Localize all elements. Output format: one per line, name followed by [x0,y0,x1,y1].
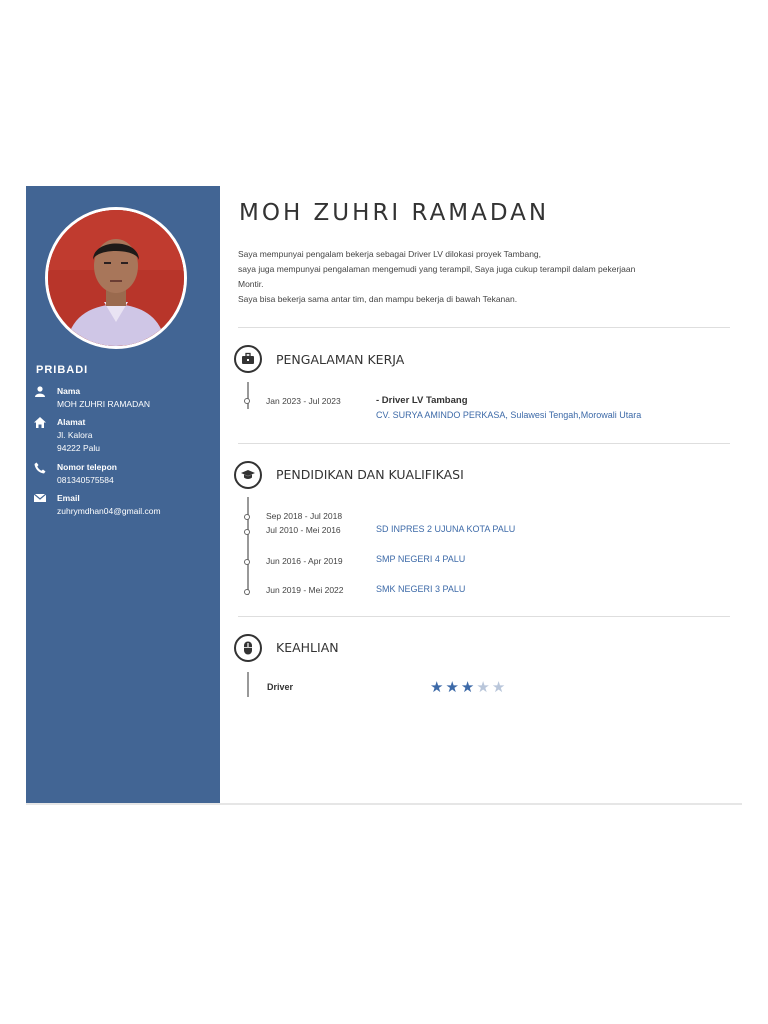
briefcase-icon [234,345,262,373]
summary-line: Saya bisa bekerja sama antar tim, dan mampu bekerja di bawah Tekanan. [238,294,518,304]
skill-name: Driver [267,682,294,692]
timeline-dot [244,529,250,535]
personal-heading: PRIBADI [36,364,89,376]
timeline-dot [244,589,250,595]
timeline-dot [244,559,250,565]
star-filled-icon: ★ [460,679,477,696]
summary-line: Saya mempunyai pengalam bekerja sebagai Driver LV dilokasi proyek Tambang, [238,249,542,259]
address-line1: Jl. Kalora [57,430,93,440]
experience-date: Jan 2023 - Jul 2023 [266,396,341,406]
experience-heading: PENGALAMAN KERJA [276,352,405,367]
experience-org: CV. SURYA AMINDO PERKASA, Sulawesi Tengah,Morowali Utara [376,410,642,420]
summary [238,247,738,307]
experience-title: - Driver LV Tambang [376,395,468,406]
timeline-dot [244,514,250,520]
sidebar [26,186,220,803]
star-empty-icon: ★ [491,679,508,696]
divider [238,616,730,617]
mail-icon [34,493,48,505]
divider [238,327,730,328]
timeline-line [247,497,249,595]
name-label: Nama [57,386,81,396]
summary-line: saya juga mempunyai pengalaman mengemudi yang terampil, Saya juga cukup terampil dalam pekerjaan [238,264,636,274]
star-empty-icon: ★ [476,679,492,696]
phone-label: Nomor telepon [57,462,117,472]
address-line2: 94222 Palu [57,443,101,453]
profile-photo [45,207,187,349]
education-school: SMP NEGERI 4 PALU [376,554,466,564]
education-date: Sep 2018 - Jul 2018 [266,511,343,521]
email-value: zuhrymdhan04@gmail.com [57,506,161,516]
graduation-cap-icon [234,461,262,489]
timeline-line [247,382,249,409]
education-school: SD INPRES 2 UJUNA KOTA PALU [376,524,516,534]
home-icon [34,417,48,429]
phone-icon [34,462,48,474]
skills-heading: KEAHLIAN [276,640,339,655]
phone-value: 081340575584 [57,475,114,485]
star-filled-icon: ★ [445,679,461,696]
education-school: SMK NEGERI 3 PALU [376,584,466,594]
timeline-dot [244,398,250,404]
email-label: Email [57,493,80,503]
star-filled-icon: ★ [430,679,446,696]
cv-page [26,186,742,805]
education-date: Jun 2016 - Apr 2019 [266,556,343,566]
person-icon [34,386,48,398]
education-date: Jul 2010 - Mei 2016 [266,525,341,535]
education-heading: PENDIDIKAN DAN KUALIFIKASI [276,467,464,482]
skill-bar [247,672,249,697]
name-value: MOH ZUHRI RAMADAN [57,399,151,409]
summary-line: Montir. [238,279,264,289]
divider [238,443,730,444]
address-label: Alamat [57,417,86,427]
main-content [220,186,742,803]
full-name: MOH ZUHRI RAMADAN [239,200,550,226]
skill-rating [430,678,507,696]
education-date: Jun 2019 - Mei 2022 [266,585,344,595]
mouse-icon [234,634,262,662]
